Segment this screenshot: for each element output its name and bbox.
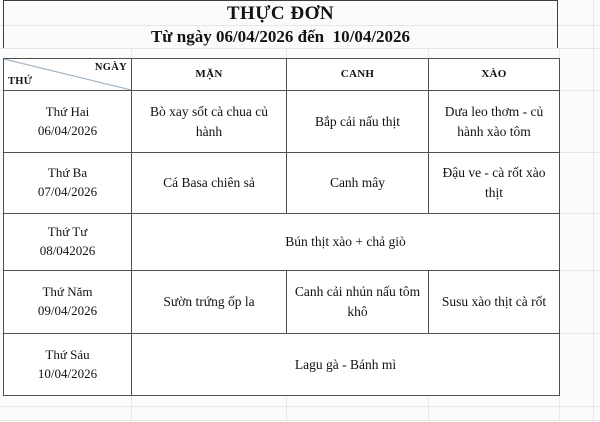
page-title: THỰC ĐƠN — [226, 3, 335, 24]
dish-cell-xao: Dưa leo thơm - củ hành xào tôm — [429, 91, 560, 153]
dish-cell-xao: Đậu ve - cà rốt xào thịt — [429, 153, 560, 214]
gridline — [593, 0, 594, 422]
gridline — [0, 406, 600, 407]
dish-cell-xao: Susu xào thịt cà rốt — [429, 271, 560, 334]
dish-cell-canh: Canh cải nhún nấu tôm khô — [287, 271, 429, 334]
day-date: 10/04/2026 — [37, 365, 98, 381]
column-header-canh: CANH — [287, 59, 429, 91]
dish-cell-man: Cá Basa chiên sả — [132, 153, 287, 214]
corner-label-ngay: NGÀY — [94, 62, 127, 73]
day-cell — [4, 214, 132, 271]
dish-cell-canh: Bắp cải nấu thịt — [287, 91, 429, 153]
corner-header-cell — [4, 59, 132, 91]
menu-table — [3, 58, 560, 396]
day-date: 08/042026 — [39, 243, 96, 258]
day-cell — [4, 334, 132, 396]
table-row-friday — [4, 334, 560, 396]
dish-cell-merged: Lagu gà - Bánh mì — [132, 334, 560, 396]
table-row-thursday — [4, 271, 560, 334]
column-header-man: MẶN — [132, 59, 287, 91]
header-row — [4, 59, 560, 91]
day-cell — [4, 153, 132, 214]
table-row-tuesday — [4, 153, 560, 214]
dish-cell-man: Sườn trứng ốp la — [132, 271, 287, 334]
day-cell — [4, 91, 132, 153]
dish-cell-canh: Canh mây — [287, 153, 429, 214]
day-cell — [4, 271, 132, 334]
gridline — [0, 420, 600, 421]
dish-cell-man: Bò xay sốt cà chua củ hành — [132, 91, 287, 153]
day-date: 06/04/2026 — [37, 122, 98, 138]
dish-cell-merged: Bún thịt xào + chả giò — [132, 214, 560, 271]
date-range-subtitle: Từ ngày 06/04/2026 đến 10/04/2026 — [150, 27, 411, 46]
day-name: Thứ Sáu — [45, 346, 90, 362]
table-row-wednesday — [4, 214, 560, 271]
day-date: 07/04/2026 — [37, 184, 98, 199]
column-header-xao: XÀO — [429, 59, 560, 91]
day-name: Thứ Tư — [47, 224, 88, 240]
title-block — [3, 0, 558, 48]
day-name: Thứ Ba — [47, 165, 88, 181]
day-name: Thứ Năm — [42, 284, 93, 300]
table-row-monday — [4, 91, 560, 153]
corner-label-thu: THỨ — [8, 75, 33, 87]
day-name: Thứ Hai — [45, 103, 90, 119]
day-date: 09/04/2026 — [37, 303, 98, 318]
